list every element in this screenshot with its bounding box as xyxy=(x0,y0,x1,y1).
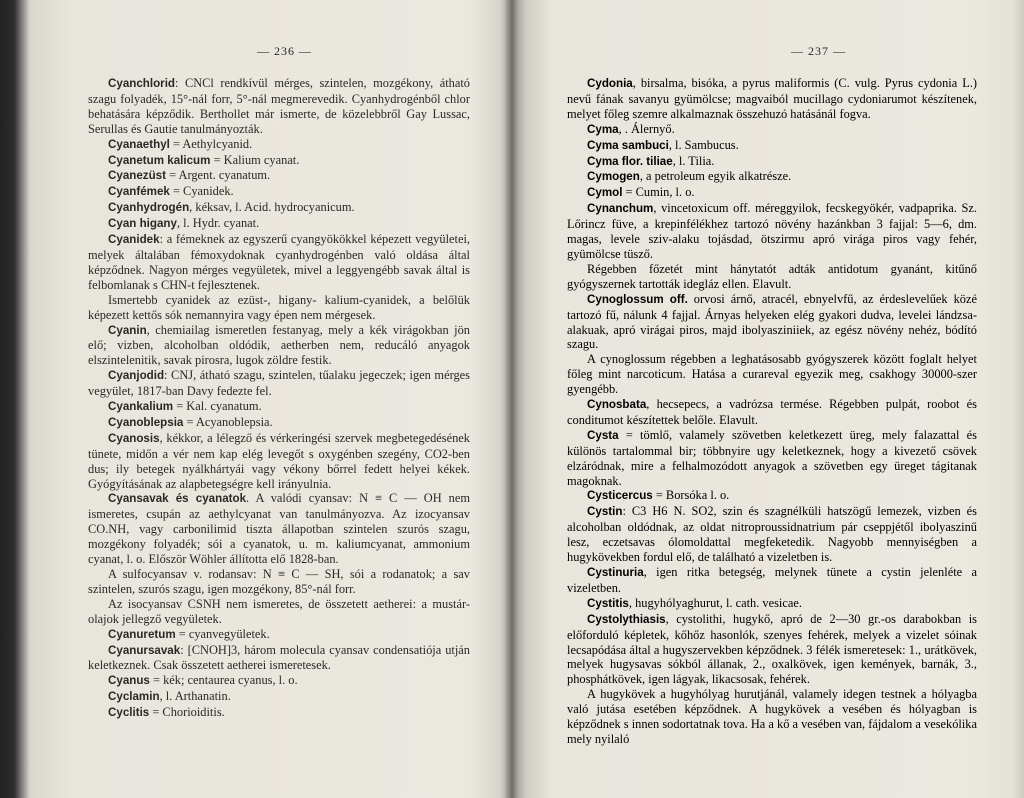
entry-term: Cyanuretum xyxy=(108,627,176,641)
entry-term: Cyan higany xyxy=(108,217,177,231)
entry-definition: = Kal. cyanatum. xyxy=(173,399,262,414)
entry-definition: : [CNOH]3, három molecula cyansav condensatiója utján keletkeznek. Csak összetett aetherei ismeretesek. xyxy=(88,642,470,673)
dictionary-entry xyxy=(567,488,977,504)
dictionary-entry xyxy=(567,76,977,122)
dictionary-entry xyxy=(567,397,977,428)
entry-term: Cystolythiasis xyxy=(587,612,666,626)
dictionary-entry xyxy=(567,262,977,292)
dictionary-entry xyxy=(567,612,977,688)
entry-definition: = Kalium cyanat. xyxy=(210,152,300,167)
entry-term: Cyma sambuci xyxy=(587,138,669,152)
entry-term: Cyclitis xyxy=(108,706,150,720)
entry-definition: = kék; centaurea cyanus, l. o. xyxy=(149,673,298,688)
dictionary-entry xyxy=(567,428,977,489)
dictionary-entry xyxy=(88,184,470,200)
dictionary-entry xyxy=(88,293,470,323)
dictionary-entry xyxy=(88,76,470,137)
entry-term: Cyanaethyl xyxy=(108,137,170,151)
entry-term: Cymogen xyxy=(587,170,640,184)
entry-term: Cyclamin xyxy=(108,690,160,704)
entry-definition: , hugyhólyaghurut, l. cath. vesicae. xyxy=(628,595,802,610)
entry-definition: , a petroleum egyik alkatrésze. xyxy=(639,169,792,184)
entry-definition: = Cumin, l. o. xyxy=(622,185,695,200)
dictionary-entry xyxy=(88,368,470,399)
entry-definition: = Argent. cyanatum. xyxy=(166,168,271,183)
entry-term: Cyanjodid xyxy=(108,369,165,383)
dictionary-entry xyxy=(567,138,977,154)
entry-definition: , igen ritka betegség, melynek tünete a cystin jelenléte a vizeletben. xyxy=(567,565,977,595)
entry-definition: = Cyanidek. xyxy=(169,184,234,199)
entry-term: Cysticercus xyxy=(587,489,653,503)
dictionary-entry xyxy=(88,567,470,597)
dictionary-entry xyxy=(88,689,470,705)
dictionary-entry xyxy=(88,200,470,216)
entry-term: Cyma flor. tiliae xyxy=(587,154,673,168)
entry-definition: : C3 H6 N. SO2, szin és szagnélküli hatszögű lemezek, vizben és alcoholban oldódnak, az oldat nitroproussidnatrium pár cseppjétől ibolyaszinű lesz, eczetsavas ólomoldattal megfeketedik. Nagyobb mennyiségben a hugykövekben fordul elő, de található a vizeletben is. xyxy=(567,504,977,565)
entry-term: Cystinuria xyxy=(587,566,644,579)
entry-definition: , l. Sambucus. xyxy=(668,137,739,152)
entry-definition: : CNCl rendkívül mérges, szintelen, mozgékony, átható szagu folyadék, 15°-nál forr, 5°-nál megmerevedik. Cyanhydrogénből chlor behatására képződik. Berthollet már ismerte, de közelebbről Gay Lussac, Serullas és Gautie tanulmányozták. xyxy=(88,76,470,136)
entry-term: Cynosbata xyxy=(587,398,647,412)
dictionary-entry xyxy=(567,122,977,138)
entry-definition: Az isocyansav CSNH nem ismeretes, de összetett aetherei: a mustár-olajok jellegző vegyületek. xyxy=(88,596,470,626)
entry-term: Cysta xyxy=(587,428,619,442)
left-page-number: — 236 — xyxy=(257,44,312,58)
dictionary-entry xyxy=(88,597,470,627)
entry-term: Cynoglossum off. xyxy=(587,292,688,306)
entry-definition: = Acyanoblepsia. xyxy=(183,414,273,429)
entry-definition: A cynoglossum régebben a leghatásosabb gyógyszerek között foglalt helyet főleg mint narcoticum. Hatása a curareval egyezik meg, csakhogy 30000-szer gyengébb. xyxy=(567,352,977,397)
entry-definition: , . Álernyő. xyxy=(618,121,675,136)
dictionary-entry xyxy=(88,323,470,369)
entry-term: Cymol xyxy=(587,186,623,200)
dictionary-entry xyxy=(567,504,977,565)
entry-definition: , kékkor, a lélegző és vérkeringési szervek megbetegedésének tünete, midőn a vér nem kap elég levegőt s oxygénben szegény, CO2-ben dus; ily betegek nyálkhártyái vagy vékony bőrrel fedett helyei kékek. Gyógyításának az alapbetegségre kell irányulnia. xyxy=(88,430,470,491)
dictionary-entry xyxy=(88,153,470,169)
dictionary-entry xyxy=(88,232,470,293)
entry-definition: = cyanvegyületek. xyxy=(175,626,270,641)
entry-definition: , birsalma, bisóka, a pyrus maliformis (C. vulg. Pyrus cydonia L.) nevű fának savanyu gyümölcse; magvaiból mucillago cydoniarumot készítenek, melyet főleg szemre alkalmaznak összehuzó hatásánál fogva. xyxy=(567,76,977,121)
entry-term: Cyma xyxy=(587,122,619,136)
entry-term: Cyankalium xyxy=(108,400,174,414)
entry-definition: , l. Tilia. xyxy=(672,153,715,168)
entry-definition: Ismertebb cyanidek az ezüst-, higany- kalium-cyanidek, a belőlük képezett kettős sók nemannyira vagy épen nem mérgesek. xyxy=(88,292,470,322)
dictionary-entry xyxy=(88,137,470,153)
entry-term: Cyanhydrogén xyxy=(108,201,190,215)
entry-definition: = Borsóka l. o. xyxy=(652,488,730,503)
entry-term: Cyanursavak xyxy=(108,643,181,657)
dictionary-entry xyxy=(88,673,470,689)
entry-definition: , hecsepecs, a vadrózsa termése. Régebben pulpát, roobot és conditumot készítettek belőle. Elavult. xyxy=(567,397,977,427)
dictionary-entry xyxy=(567,201,977,262)
dictionary-entry xyxy=(88,168,470,184)
entry-definition: = tömlő, valamely szövetben keletkezett üreg, mely falazattal és különös tartalommal bir; többnyire ugy keletkeznek, hogy a kivezető csövek elzáródnak, mire a felhalmozódott anyagok a szövetben egy üreget tágitanak magoknak. xyxy=(567,427,977,488)
entry-definition: . A valódi cyansav: N ≡ C — OH nem ismeretes, csupán az aethylcyanat van tanulmányozva. Az izocyansav CO.NH, vagy carbonilimid tiszta állapotban szintelen szurós szagu, mozgékony folyadék; sói a cyanatok, u. m. kaliumcyanat, ammonium cyanat, l. o. Először Wöhler állította elő 1828-ban. xyxy=(88,491,470,567)
dictionary-entry xyxy=(88,431,470,492)
entry-definition: , vincetoxicum off. méreggyilok, fecskegyökér, vadpaprika. Sz. Lőrincz füve, a krepinfélékhez tartozó növény hazánkban 3 fajjal: 5—6, dm. magas, levele sziv-alaku tojásdad, ötszirmu apró virága piros vagy fehér, gyümölcse tüsző. xyxy=(567,201,977,261)
entry-term: Cyanosis xyxy=(108,431,160,445)
entry-definition: orvosi árnő, atracél, ebnyelvfű, az érdeslevelűek közé tartozó fű, nálunk 4 fajjal. Árnyas helyeken elég gyakori dudva, levelei lándzsa-alakuak, apró virágai piros, majd ibolyasziniiek, az egész növény nehéz, bódító szagu. xyxy=(567,291,978,352)
entry-term: Cyanoblepsia xyxy=(108,415,184,429)
book-gutter xyxy=(505,0,519,798)
entry-definition: = Aethylcyanid. xyxy=(169,136,253,151)
dictionary-entry xyxy=(567,352,977,397)
dictionary-entry xyxy=(88,491,470,567)
entry-definition: = Chorioiditis. xyxy=(149,705,225,720)
entry-term: Cyanchlorid xyxy=(108,77,175,90)
dictionary-entry xyxy=(567,169,977,185)
dictionary-entry xyxy=(88,627,470,643)
left-page-text xyxy=(88,76,470,721)
entry-term: Cyanfémek xyxy=(108,185,170,199)
dictionary-entry xyxy=(88,216,470,232)
entry-definition: , kéksav, l. Acid. hydrocyanicum. xyxy=(189,200,355,215)
entry-definition: : a fémeknek az egyszerű cyangyökökkel képezett vegyületei, melyek általában fémoxydoknak cyanhydrogénben való oldása által képződnek. Nagyon mérges vegyületek, mivel a leggyengébb savak által is felbomlanak s CHN-t fejlesztenek. xyxy=(88,232,470,292)
entry-term: Cyansavak és cyanatok xyxy=(108,492,247,506)
entry-definition: Régebben főzetét mint hánytatót adták antidotum gyanánt, kitűnő gyógyszernek tartották idegláz ellen. Elavult. xyxy=(567,261,977,291)
dictionary-entry xyxy=(88,399,470,415)
entry-definition: , l. Hydr. cyanat. xyxy=(176,216,260,231)
entry-definition: , chemiailag ismeretlen festanyag, mely a kék virágokban jön elő; vizben, alcoholban oldódik, aetherben nem, reducáló anyagok elszintelenitik, savak pirosra, lugok zöldre festik. xyxy=(88,322,470,368)
entry-term: Cystin xyxy=(587,505,623,519)
entry-definition: A hugykövek a hugyhólyag hurutjánál, valamely idegen testnek a hólyagba való jutása esetében képződnek. A hugykövek a vesében és hólyagban is képződnek s innen sodortatnak tova. Ha a kő a vesében van, fájdalom a vesekólika mely nyilaló xyxy=(567,687,977,746)
dictionary-entry xyxy=(567,687,977,747)
dictionary-entry xyxy=(567,596,977,612)
dictionary-entry xyxy=(88,705,470,721)
entry-term: Cyanezüst xyxy=(108,169,166,183)
dictionary-entry xyxy=(88,643,470,674)
entry-term: Cyanus xyxy=(108,674,150,688)
dictionary-entry xyxy=(567,292,977,353)
dictionary-entry xyxy=(567,185,977,201)
entry-definition: , cystolithi, hugykő, apró de 2—30 gr.-os darabokban is előforduló képletek, kőhőz hasonlók, szenyes fehérek, melyek a vizelet sóinak lecsapódása által a hugyszervekben képződnek. 3 félék ismeretesek: 1., urátkövek, melyek hugysavas sókból állanak, 2., oxalkövek, igen kemények, barnák, 3., phosphátkövek, igen lágyak, likacsosak, fehérek. xyxy=(567,611,977,687)
right-page-text xyxy=(567,76,977,747)
entry-term: Cyanetum kalicum xyxy=(108,153,211,167)
entry-definition: , l. Arthanatin. xyxy=(159,689,231,704)
entry-definition: A sulfocyansav v. rodansav: N ≡ C — SH, sói a rodanatok; a sav szintelen, szurós szagu, igen mozgékony, 85°-nál forr. xyxy=(88,567,470,596)
entry-term: Cyanidek xyxy=(108,233,160,247)
entry-term: Cystitis xyxy=(587,596,629,610)
entry-term: Cydonia xyxy=(587,77,633,90)
dictionary-entry xyxy=(567,565,977,596)
entry-term: Cynanchum xyxy=(587,202,654,216)
entry-term: Cyanin xyxy=(108,323,147,337)
entry-definition: : CNJ, átható szagu, szintelen, tűalaku jegeczek; igen mérges vegyület, 1817-ban Davy fedezte fel. xyxy=(88,368,470,399)
dictionary-entry xyxy=(567,154,977,170)
dictionary-entry xyxy=(88,415,470,431)
right-page-number: — 237 — xyxy=(791,44,846,58)
